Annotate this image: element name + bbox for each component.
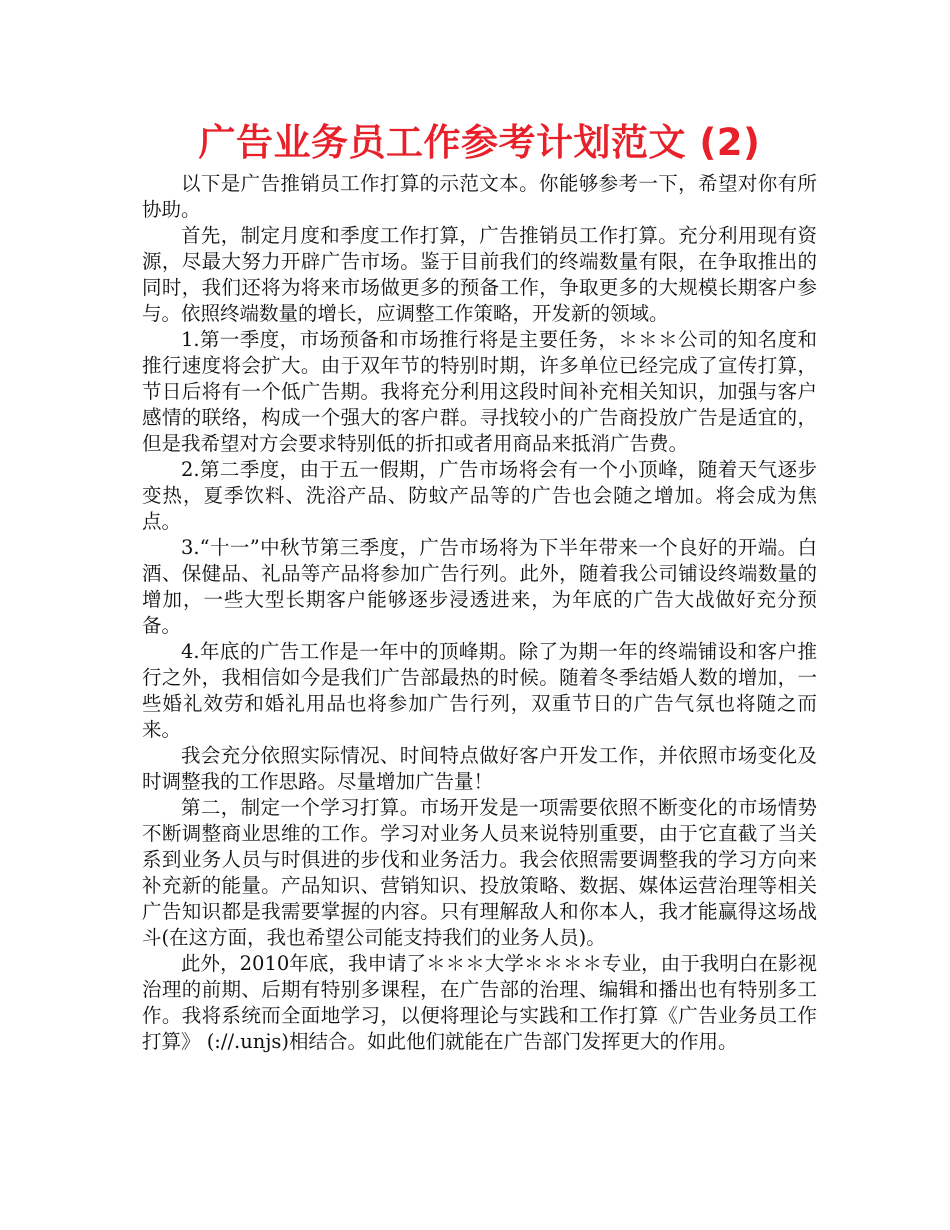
document-page	[142, 118, 817, 1055]
paragraph-q1: 1.第一季度，市场预备和市场推行将是主要任务，＊＊＊公司的知名度和推行速度将会扩大。由于双年节的特别时期，许多单位已经完成了宣传打算，节日后将有一个低广告期。我将充分利用这段时间补充相关知识，加强与客户感情的联络，构成一个强大的客户群。寻找较小的广告商投放广告是适宜的，但是我希望对方会要求特别低的折扣或者用商品来抵消广告费。	[142, 328, 817, 455]
paragraph-q4: 4.年底的广告工作是一年中的顶峰期。除了为期一年的终端铺设和客户推行之外，我相信如今是我们广告部最热的时候。随着冬季结婚人数的增加，一些婚礼效劳和婚礼用品也将参加广告行列，双重节日的广告气氛也将随之而来。	[142, 640, 817, 741]
paragraph-monthly-quarterly-plan: 首先，制定月度和季度工作打算，广告推销员工作打算。充分利用现有资源，尽最大努力开辟广告市场。鉴于目前我们的终端数量有限，在争取推出的同时，我们还将为将来市场做更多的预备工作，争取更多的大规模长期客户参与。依照终端数量的增长，应调整工作策略，开发新的领域。	[142, 224, 817, 325]
document-title: 广告业务员工作参考计划范文 (2)	[198, 121, 761, 164]
paragraph-client-development: 我会充分依照实际情况、时间特点做好客户开发工作，并依照市场变化及时调整我的工作思路。尽量增加广告量！	[142, 744, 817, 793]
paragraph-further-study: 此外，2010年底，我申请了＊＊＊大学＊＊＊＊专业，由于我明白在影视治理的前期、后期有特别多课程，在广告部的治理、编辑和播出也有特别多工作。我将系统而全面地学习，以便将理论与实践和工作打算《广告业务员工作打算》 (://.unjs)相结合。如此他们就能在广告部门发挥更大的作用。	[142, 952, 817, 1053]
paragraph-q2: 2.第二季度，由于五一假期，广告市场将会有一个小顶峰，随着天气逐步变热，夏季饮料、洗浴产品、防蚊产品等的广告也会随之增加。将会成为焦点。	[142, 458, 817, 533]
paragraph-learning-plan: 第二，制定一个学习打算。市场开发是一项需要依照不断变化的市场情势不断调整商业思维的工作。学习对业务人员来说特别重要，由于它直截了当关系到业务人员与时俱进的步伐和业务活力。我会依照需要调整我的学习方向来补充新的能量。产品知识、营销知识、投放策略、数据、媒体运营治理等相关广告知识都是我需要掌握的内容。只有理解敌人和你本人，我才能赢得这场战斗(在这方面，我也希望公司能支持我们的业务人员)。	[142, 796, 817, 949]
paragraph-intro: 以下是广告推销员工作打算的示范文本。你能够参考一下，希望对你有所协助。	[142, 172, 817, 221]
paragraph-q3: 3.“十一”中秋节第三季度，广告市场将为下半年带来一个良好的开端。白酒、保健品、礼品等产品将参加广告行列。此外，随着我公司铺设终端数量的增加，一些大型长期客户能够逐步浸透进来，为年底的广告大战做好充分预备。	[142, 536, 817, 637]
